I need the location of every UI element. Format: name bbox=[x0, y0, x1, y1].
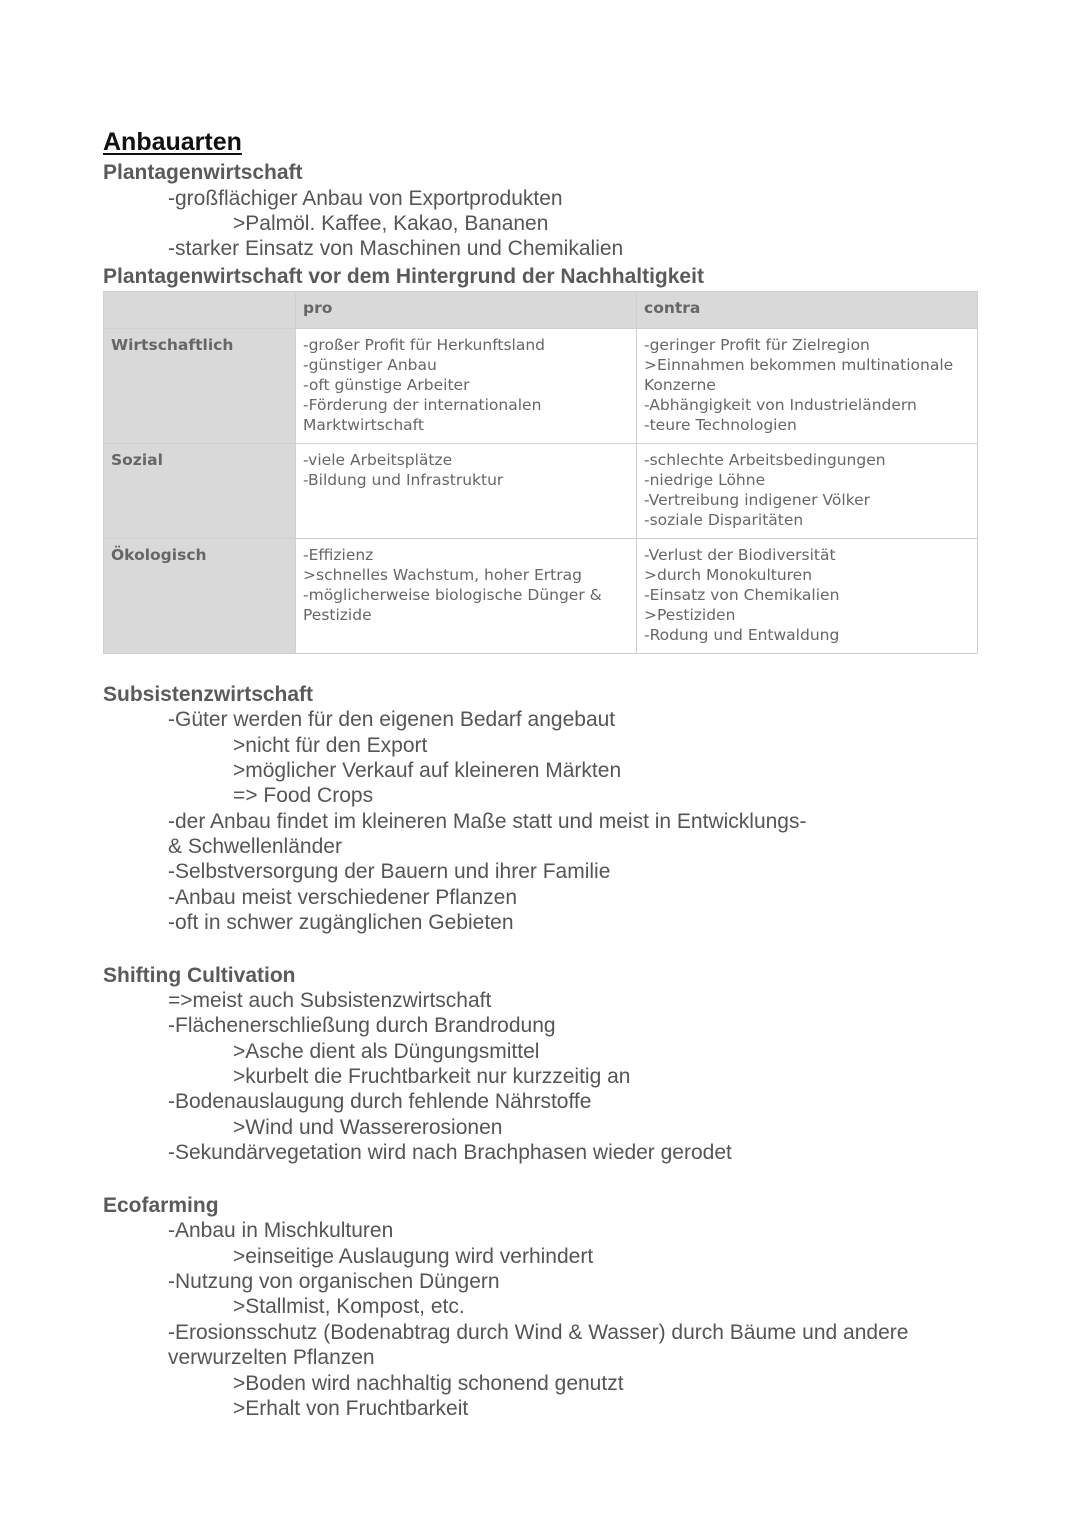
list-item: >einseitige Auslaugung wird verhindert bbox=[233, 1245, 594, 1268]
page-title: Anbauarten bbox=[103, 128, 242, 156]
cell-line: -Verlust der Biodiversität bbox=[644, 546, 836, 564]
table-header-cell bbox=[104, 292, 296, 329]
cell-line: -schlechte Arbeitsbedingungen bbox=[644, 451, 886, 469]
table-cell-contra bbox=[637, 539, 978, 654]
section-heading-shifting-cultivation: Shifting Cultivation bbox=[103, 964, 296, 987]
cell-line: -geringer Profit für Zielregion bbox=[644, 336, 870, 354]
list-item: -Nutzung von organischen Düngern bbox=[168, 1270, 500, 1293]
cell-line: -Bildung und Infrastruktur bbox=[303, 471, 504, 489]
list-item: -Selbstversorgung der Bauern und ihrer Familie bbox=[168, 860, 611, 883]
row-label-oekologisch: Ökologisch bbox=[104, 539, 296, 654]
list-item: -Bodenauslaugung durch fehlende Nährstoffe bbox=[168, 1090, 592, 1113]
comparison-table bbox=[103, 291, 978, 654]
cell-line: -möglicherweise biologische Dünger & bbox=[303, 586, 602, 604]
cell-line: Konzerne bbox=[644, 376, 716, 394]
cell-line: -Abhängigkeit von Industrieländern bbox=[644, 396, 917, 414]
table-header-row bbox=[104, 292, 978, 329]
section-heading-subsistenzwirtschaft: Subsistenzwirtschaft bbox=[103, 683, 314, 706]
list-item: & Schwellenländer bbox=[168, 835, 342, 858]
list-item: -Anbau in Mischkulturen bbox=[168, 1219, 394, 1242]
list-item: >Stallmist, Kompost, etc. bbox=[233, 1295, 465, 1318]
list-item: >Erhalt von Fruchtbarkeit bbox=[233, 1397, 469, 1420]
list-item: -großflächiger Anbau von Exportprodukten bbox=[168, 187, 563, 210]
section-heading-nachhaltigkeit: Plantagenwirtschaft vor dem Hintergrund der Nachhaltigkeit bbox=[103, 265, 704, 288]
list-item: >möglicher Verkauf auf kleineren Märkten bbox=[233, 759, 622, 782]
list-item: => Food Crops bbox=[233, 784, 374, 807]
list-item: >nicht für den Export bbox=[233, 734, 428, 757]
table-header-pro: pro bbox=[296, 292, 637, 329]
cell-line: -teure Technologien bbox=[644, 416, 797, 434]
cell-line: -oft günstige Arbeiter bbox=[303, 376, 470, 394]
list-item: -Anbau meist verschiedener Pflanzen bbox=[168, 886, 518, 909]
cell-line: >Einnahmen bekommen multinationale bbox=[644, 356, 954, 374]
list-item: >Palmöl. Kaffee, Kakao, Bananen bbox=[233, 212, 549, 235]
cell-line: -großer Profit für Herkunftsland bbox=[303, 336, 545, 354]
cell-line: -Effizienz bbox=[303, 546, 374, 564]
row-label-wirtschaftlich: Wirtschaftlich bbox=[104, 329, 296, 444]
list-item: -der Anbau findet im kleineren Maße statt und meist in Entwicklungs- bbox=[168, 810, 807, 833]
cell-line: -viele Arbeitsplätze bbox=[303, 451, 453, 469]
cell-line: Marktwirtschaft bbox=[303, 416, 424, 434]
cell-line: -günstiger Anbau bbox=[303, 356, 437, 374]
table-cell-pro bbox=[296, 539, 637, 654]
cell-line: -Vertreibung indigener Völker bbox=[644, 491, 871, 509]
list-item: >kurbelt die Fruchtbarkeit nur kurzzeitig an bbox=[233, 1065, 631, 1088]
list-item: -Erosionsschutz (Bodenabtrag durch Wind & Wasser) durch Bäume und andere bbox=[168, 1321, 909, 1344]
table-cell-pro bbox=[296, 444, 637, 539]
cell-line: -Rodung und Entwaldung bbox=[644, 626, 840, 644]
list-item: -starker Einsatz von Maschinen und Chemikalien bbox=[168, 237, 624, 260]
row-label-sozial: Sozial bbox=[104, 444, 296, 539]
cell-line: >schnelles Wachstum, hoher Ertrag bbox=[303, 566, 582, 584]
list-item: -Güter werden für den eigenen Bedarf angebaut bbox=[168, 708, 616, 731]
list-item: >Wind und Wassererosionen bbox=[233, 1116, 503, 1139]
cell-line: >Pestiziden bbox=[644, 606, 736, 624]
cell-line: -Einsatz von Chemikalien bbox=[644, 586, 840, 604]
table-header-contra: contra bbox=[637, 292, 978, 329]
cell-line: -niedrige Löhne bbox=[644, 471, 766, 489]
cell-line: Pestizide bbox=[303, 606, 372, 624]
table-row bbox=[104, 539, 978, 654]
section-heading-plantagenwirtschaft: Plantagenwirtschaft bbox=[103, 161, 303, 184]
table-row bbox=[104, 329, 978, 444]
list-item: >Asche dient als Düngungsmittel bbox=[233, 1040, 540, 1063]
cell-line: -soziale Disparitäten bbox=[644, 511, 804, 529]
list-item: -Sekundärvegetation wird nach Brachphasen wieder gerodet bbox=[168, 1141, 732, 1164]
list-item: -Flächenerschließung durch Brandrodung bbox=[168, 1014, 556, 1037]
table-cell-contra bbox=[637, 329, 978, 444]
section-heading-ecofarming: Ecofarming bbox=[103, 1194, 219, 1217]
list-item: -oft in schwer zugänglichen Gebieten bbox=[168, 911, 514, 934]
table-cell-contra bbox=[637, 444, 978, 539]
table-cell-pro bbox=[296, 329, 637, 444]
list-item: verwurzelten Pflanzen bbox=[168, 1346, 375, 1369]
cell-line: -Förderung der internationalen bbox=[303, 396, 542, 414]
list-item: >Boden wird nachhaltig schonend genutzt bbox=[233, 1372, 624, 1395]
table-row bbox=[104, 444, 978, 539]
cell-line: >durch Monokulturen bbox=[644, 566, 813, 584]
list-item: =>meist auch Subsistenzwirtschaft bbox=[168, 989, 492, 1012]
